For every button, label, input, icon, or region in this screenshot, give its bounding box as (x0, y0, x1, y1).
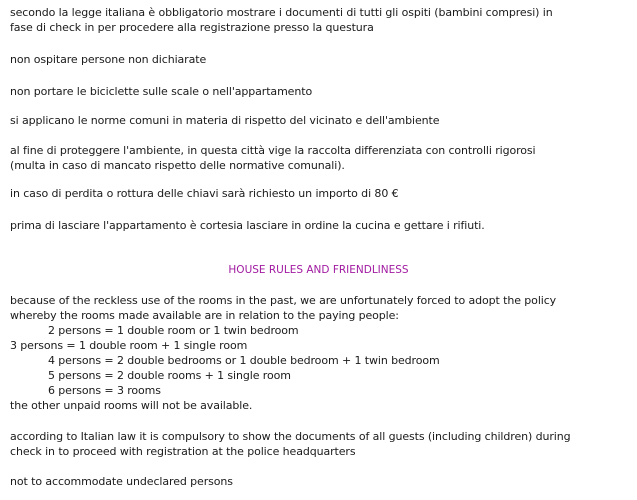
it-bicycles-line: non portare le biciclette sulle scale o nell'appartamento (10, 85, 313, 98)
it-recycling-line-1: al fine di proteggere l'ambiente, in questa città vige la raccolta differenziata con controlli rigorosi (10, 144, 536, 157)
it-departure-line: prima di lasciare l'appartamento è cortesia lasciare in ordine la cucina e gettare i rifiuti. (10, 219, 485, 232)
en-documents-line-1: according to Italian law it is compulsory to show the documents of all guests (including children) during (10, 430, 571, 443)
room-list-item: 6 persons = 3 rooms (48, 384, 161, 397)
en-policy-line-2: whereby the rooms made available are in relation to the paying people: (10, 309, 399, 322)
room-list-item: 4 persons = 2 double bedrooms or 1 double bedroom + 1 twin bedroom (48, 354, 440, 367)
room-list-item: 2 persons = 1 double room or 1 twin bedroom (48, 324, 299, 337)
house-rules-heading: HOUSE RULES AND FRIENDLINESS (228, 264, 409, 276)
en-documents-line-2: check in to proceed with registration at the police headquarters (10, 445, 356, 458)
it-recycling-line-2: (multa in caso di mancato rispetto delle normative comunali). (10, 159, 345, 172)
en-policy-line-1: because of the reckless use of the rooms in the past, we are unfortunately forced to adopt the policy (10, 294, 557, 307)
room-list-item: 5 persons = 2 double rooms + 1 single room (48, 369, 291, 382)
it-documents-line-1: secondo la legge italiana è obbligatorio mostrare i documenti di tutti gli ospiti (bambini compresi) in (10, 6, 553, 19)
en-undeclared-line: not to accommodate undeclared persons (10, 475, 233, 488)
en-unpaid-line: the other unpaid rooms will not be available. (10, 399, 253, 412)
room-list-item: 3 persons = 1 double room + 1 single room (10, 339, 248, 352)
it-neighbours-line: si applicano le norme comuni in materia di rispetto del vicinato e dell'ambiente (10, 114, 440, 127)
it-keys-line: in caso di perdita o rottura delle chiavi sarà richiesto un importo di 80 € (10, 187, 399, 200)
it-undeclared-line: non ospitare persone non dichiarate (10, 53, 207, 66)
it-documents-line-2: fase di check in per procedere alla registrazione presso la questura (10, 21, 374, 34)
